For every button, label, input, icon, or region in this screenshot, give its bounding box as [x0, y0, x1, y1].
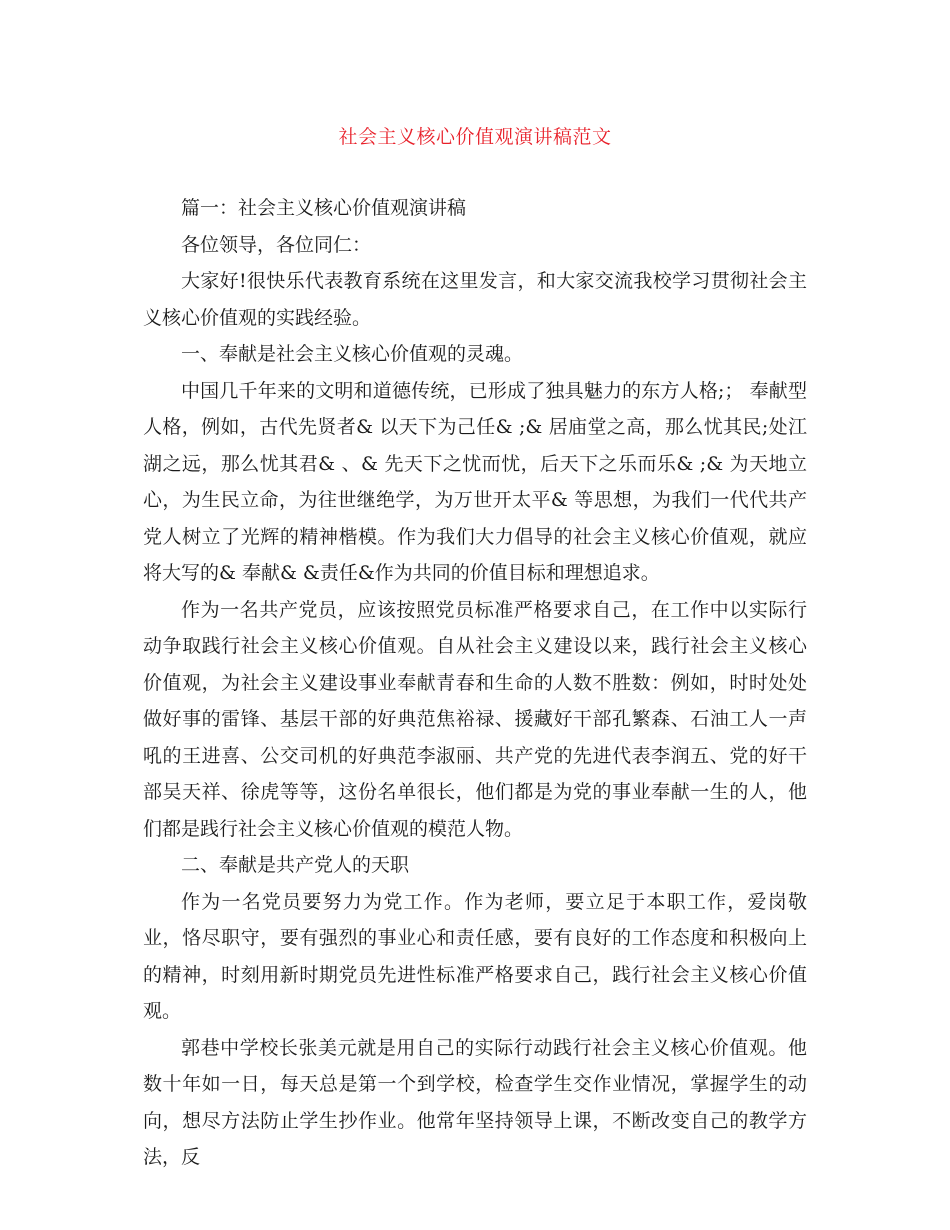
paragraph-teacher: 作为一名党员要努力为党工作。作为老师，要立足于本职工作，爱岗敬业，恪尽职守，要有强烈的事业心和责任感，要有良好的工作态度和积极向上的精神，时刻用新时期党员先进性标准严格要求自己，践行社会主义核心价值观。	[143, 890, 807, 1022]
paragraph-section-one-heading: 一、奉献是社会主义核心价值观的灵魂。	[181, 343, 524, 365]
paragraph-party-member: 作为一名共产党员，应该按照党员标准严格要求自己，在工作中以实际行动争取践行社会主义核心价值观。自从社会主义建设以来，践行社会主义核心价值观，为社会主义建设事业奉献青春和生命的人数不胜数：例如，时时处处做好事的雷锋、基层干部的好典范焦裕禄、援藏好干部孔繁森、石油工人一声吼的王进喜、公交司机的好典范李淑丽、共产党的先进代表李润五、党的好干部吴天祥、徐虎等等，这份名单很长，他们都是为党的事业奉献一生的人，他们都是践行社会主义核心价值观的模范人物。	[143, 598, 807, 840]
paragraph-principal: 郭巷中学校长张美元就是用自己的实际行动践行社会主义核心价值观。他数十年如一日，每天总是第一个到学校，检查学生交作业情况，掌握学生的动向，想尽方法防止学生抄作业。他常年坚持领导上课，不断改变自己的教学方法，反	[143, 1036, 807, 1168]
paragraph-section-two-heading: 二、奉献是共产党人的天职	[181, 854, 410, 876]
paragraph-tradition: 中国几千年来的文明和道德传统，已形成了独具魅力的东方人格;； 奉献型人格，例如，古代先贤者& 以天下为己任& ;& 居庙堂之高，那么忧其民;处江湖之远，那么忧其君& 、& 先天下之忧而忧，后天下之乐而乐& ;& 为天地立心，为生民立命，为往世继绝学，为万世开太平& 等思想，为我们一代代共产党人树立了光辉的精神楷模。作为我们大力倡导的社会主义核心价值观，就应将大写的& 奉献& &责任&作为共同的价值目标和理想追求。	[143, 379, 807, 584]
paragraph-heading-part1: 篇一：社会主义核心价值观演讲稿	[181, 197, 467, 219]
paragraph-salutation: 各位领导，各位同仁：	[181, 233, 372, 256]
document-body	[143, 190, 807, 1176]
paragraph-greeting: 大家好!很快乐代表教育系统在这里发言，和大家交流我校学习贯彻社会主义核心价值观的实践经验。	[143, 270, 807, 329]
document-title: 社会主义核心价值观演讲稿范文	[338, 126, 612, 148]
